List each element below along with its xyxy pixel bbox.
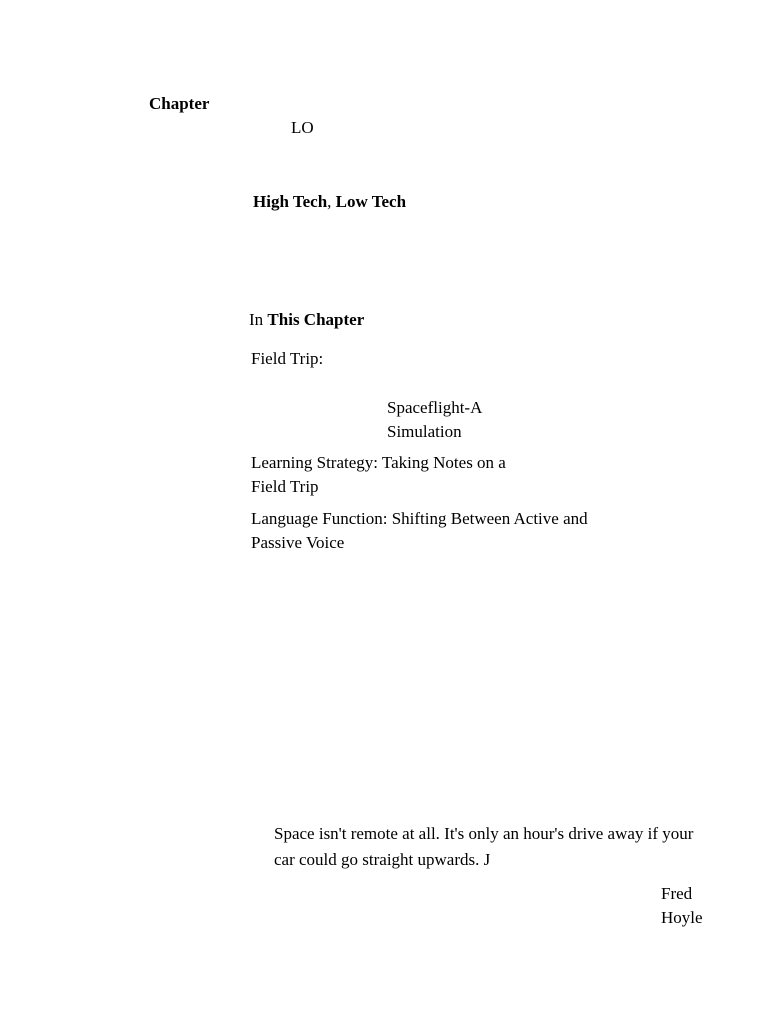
- in-this-chapter-prefix: In: [249, 310, 264, 329]
- toc-item-field-trip-label: Field Trip:: [251, 349, 324, 368]
- chapter-number: LO: [291, 118, 314, 137]
- chapter-label: Chapter: [149, 94, 210, 113]
- toc-item-language-function: Language Function: Shifting Between Active and Passive Voice: [251, 509, 588, 552]
- toc-item-learning-strategy: Learning Strategy: Taking Notes on a Field Trip: [251, 453, 506, 496]
- in-this-chapter-title: This Chapter: [267, 310, 365, 329]
- epigraph-author: Fred Hoyle: [661, 884, 703, 927]
- in-this-chapter-heading: [249, 308, 364, 332]
- chapter-title-part-1: High Tech: [253, 192, 328, 211]
- chapter-title: [253, 190, 406, 214]
- chapter-title-separator: ,: [327, 192, 332, 211]
- chapter-title-part-2: Low Tech: [335, 192, 407, 211]
- toc-item-field-trip-value: Spaceflight-A Simulation: [387, 398, 482, 441]
- epigraph-quote: Space isn't remote at all. It's only an hour's drive away if your car could go straight upwards. J: [274, 824, 694, 869]
